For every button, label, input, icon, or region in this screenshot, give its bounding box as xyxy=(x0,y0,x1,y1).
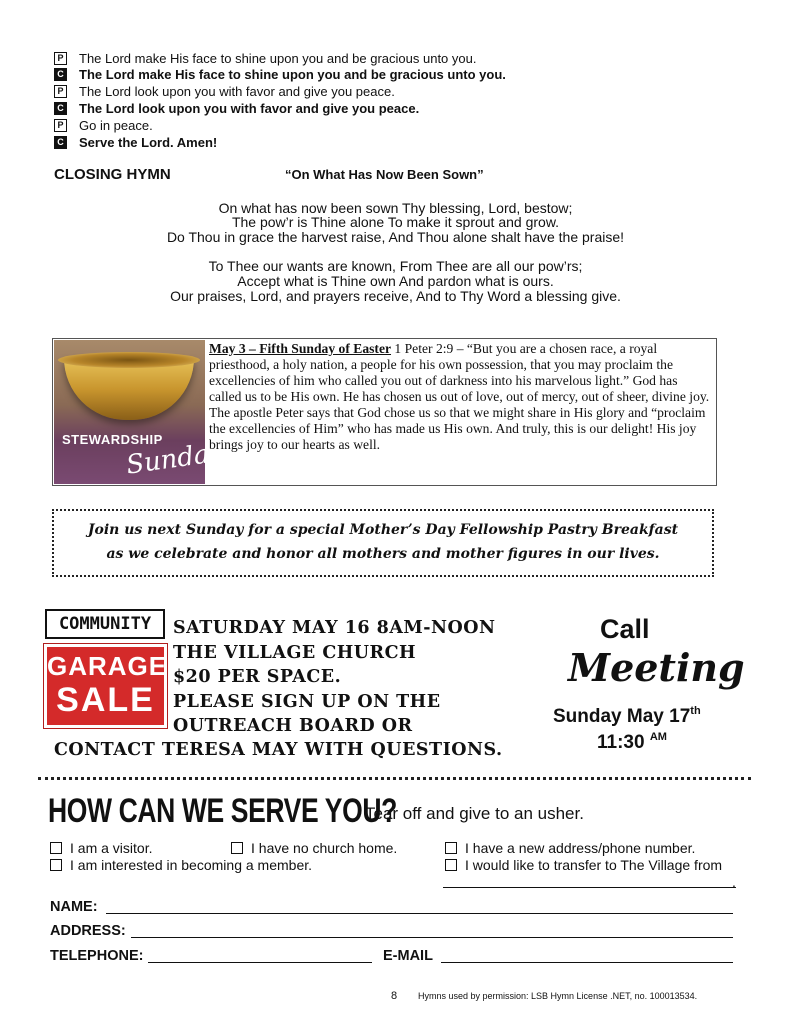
option-new-address[interactable] xyxy=(445,840,695,856)
stewardship-image-title: STEWARDSHIP xyxy=(62,432,163,447)
call-heading: Call xyxy=(600,614,650,644)
checkbox-icon[interactable] xyxy=(231,842,243,854)
responsive-text: Go in peace. xyxy=(79,118,153,133)
name-field[interactable] xyxy=(106,913,733,914)
hymn-verse-line: Our praises, Lord, and prayers receive, And to Thy Word a blessing give. xyxy=(170,288,621,304)
responsive-line xyxy=(54,118,153,134)
garage-sale-line: $20 PER SPACE. xyxy=(173,667,342,687)
meeting-date-text: Sunday May 17 xyxy=(553,706,691,727)
garage-sale-line: PLEASE SIGN UP ON THE xyxy=(173,691,441,712)
congregation-badge: C xyxy=(54,68,67,81)
closing-hymn-label: CLOSING HYMN xyxy=(54,166,171,183)
serve-form-title: HOW CAN WE SERVE YOU? xyxy=(48,792,397,830)
hymn-verse-line: Accept what is Thine own And pardon what is ours. xyxy=(237,273,554,289)
hymn-verse-line: To Thee our wants are known, From Thee are all our pow’rs; xyxy=(208,258,583,274)
option-no-church-home[interactable] xyxy=(231,840,397,856)
email-field[interactable] xyxy=(441,962,733,963)
transfer-period: . xyxy=(732,874,736,890)
sale-sign-text: SALE xyxy=(56,681,155,719)
hymn-verse-line: On what has now been sown Thy blessing, Lord, bestow; xyxy=(218,200,573,216)
checkbox-icon[interactable] xyxy=(50,842,62,854)
responsive-text: Serve the Lord. Amen! xyxy=(79,135,218,150)
address-label: ADDRESS: xyxy=(50,923,126,939)
responsive-text: The Lord make His face to shine upon you and be gracious unto you. xyxy=(79,67,506,82)
option-label: I am a visitor. xyxy=(70,840,153,856)
mothers-day-box xyxy=(52,509,714,577)
garage-sale-sign xyxy=(44,644,167,728)
stewardship-box xyxy=(52,338,717,486)
responsive-line xyxy=(54,84,395,100)
community-sign: COMMUNITY xyxy=(45,609,165,639)
telephone-label: TELEPHONE: xyxy=(50,948,144,964)
hymn-verse-line: Do Thou in grace the harvest raise, And Thou alone shalt have the praise! xyxy=(166,229,625,245)
stewardship-image xyxy=(54,340,226,484)
option-transfer[interactable] xyxy=(445,857,722,873)
email-label: E-MAIL xyxy=(383,948,433,964)
transfer-church-field[interactable] xyxy=(443,887,736,888)
garage-sale-details xyxy=(173,616,496,739)
meeting-time-suffix: AM xyxy=(649,731,667,743)
responsive-line xyxy=(54,67,506,83)
responsive-line xyxy=(54,135,217,151)
option-label: I would like to transfer to The Village from xyxy=(465,857,723,873)
responsive-line xyxy=(54,51,476,67)
name-label: NAME: xyxy=(50,899,98,915)
stewardship-body: 1 Peter 2:9 – “But you are a chosen race, a royal priesthood, a holy nation, a people for his own possession, that you may proclaim the excellencies of him who called you out of darkness into his marvelous light.” God has called us to be His own. He has chosen us out of love, out of mercy, out of sheer, divine joy. The apostle Peter says that God chose us so that we might share in His glory and “proclaim the excellencies of Him” who has made us His own. And truly, this is our delight! His joy brings joy to our hearts as well. xyxy=(209,341,710,452)
checkbox-icon[interactable] xyxy=(445,859,457,871)
hymn-license: Hymns used by permission: LSB Hymn License .NET, no. 100013534. xyxy=(418,991,698,1001)
option-label: I have no church home. xyxy=(251,840,398,856)
mothers-day-line: Join us next Sunday for a special Mother’s Day Fellowship Pastry Breakfast xyxy=(87,522,679,538)
garage-sale-line: SATURDAY MAY 16 8AM-NOON xyxy=(173,618,496,638)
pastor-badge: P xyxy=(54,52,67,65)
congregation-badge: C xyxy=(54,102,67,115)
option-label: I have a new address/phone number. xyxy=(465,840,696,856)
responsive-text: The Lord look upon you with favor and give you peace. xyxy=(79,84,395,99)
garage-sign-text: GARAGE xyxy=(47,651,168,681)
responsive-text: The Lord make His face to shine upon you and be gracious unto you. xyxy=(79,51,477,66)
responsive-line xyxy=(54,101,419,117)
garage-sale-line: OUTREACH BOARD OR xyxy=(173,716,413,736)
hymn-title: “On What Has Now Been Sown” xyxy=(285,167,484,182)
telephone-field[interactable] xyxy=(148,962,372,963)
pastor-badge: P xyxy=(54,85,67,98)
option-become-member[interactable] xyxy=(50,857,312,873)
tear-off-note: Tear off and give to an usher. xyxy=(365,804,584,823)
garage-sale-line: THE VILLAGE CHURCH xyxy=(173,642,417,663)
page-number: 8 xyxy=(391,990,398,1002)
stewardship-heading: May 3 – Fifth Sunday of Easter xyxy=(209,341,392,356)
pastor-badge: P xyxy=(54,119,67,132)
responsive-text: The Lord look upon you with favor and give you peace. xyxy=(79,101,420,116)
garage-sale-line: CONTACT TERESA MAY WITH QUESTIONS. xyxy=(54,740,503,760)
meeting-time xyxy=(597,732,667,754)
stewardship-text xyxy=(209,341,712,453)
meeting-date-suffix: th xyxy=(690,705,701,717)
offering-plate-rim xyxy=(58,352,200,368)
mothers-day-text xyxy=(54,518,712,566)
meeting-heading: Meeting xyxy=(568,645,745,690)
option-visitor[interactable] xyxy=(50,840,152,856)
mothers-day-line: as we celebrate and honor all mothers and mother figures in our lives. xyxy=(106,546,660,562)
checkbox-icon[interactable] xyxy=(445,842,457,854)
checkbox-icon[interactable] xyxy=(50,859,62,871)
congregation-badge: C xyxy=(54,136,67,149)
option-label: I am interested in becoming a member. xyxy=(70,857,313,873)
meeting-date xyxy=(553,706,701,728)
address-field[interactable] xyxy=(131,937,733,938)
stewardship-image-subtitle: Sunday xyxy=(124,437,226,481)
hymn-verse-line: The pow’r is Thine alone To make it sprout and grow. xyxy=(231,214,560,230)
meeting-time-text: 11:30 xyxy=(597,732,645,753)
tear-off-line xyxy=(38,777,751,780)
